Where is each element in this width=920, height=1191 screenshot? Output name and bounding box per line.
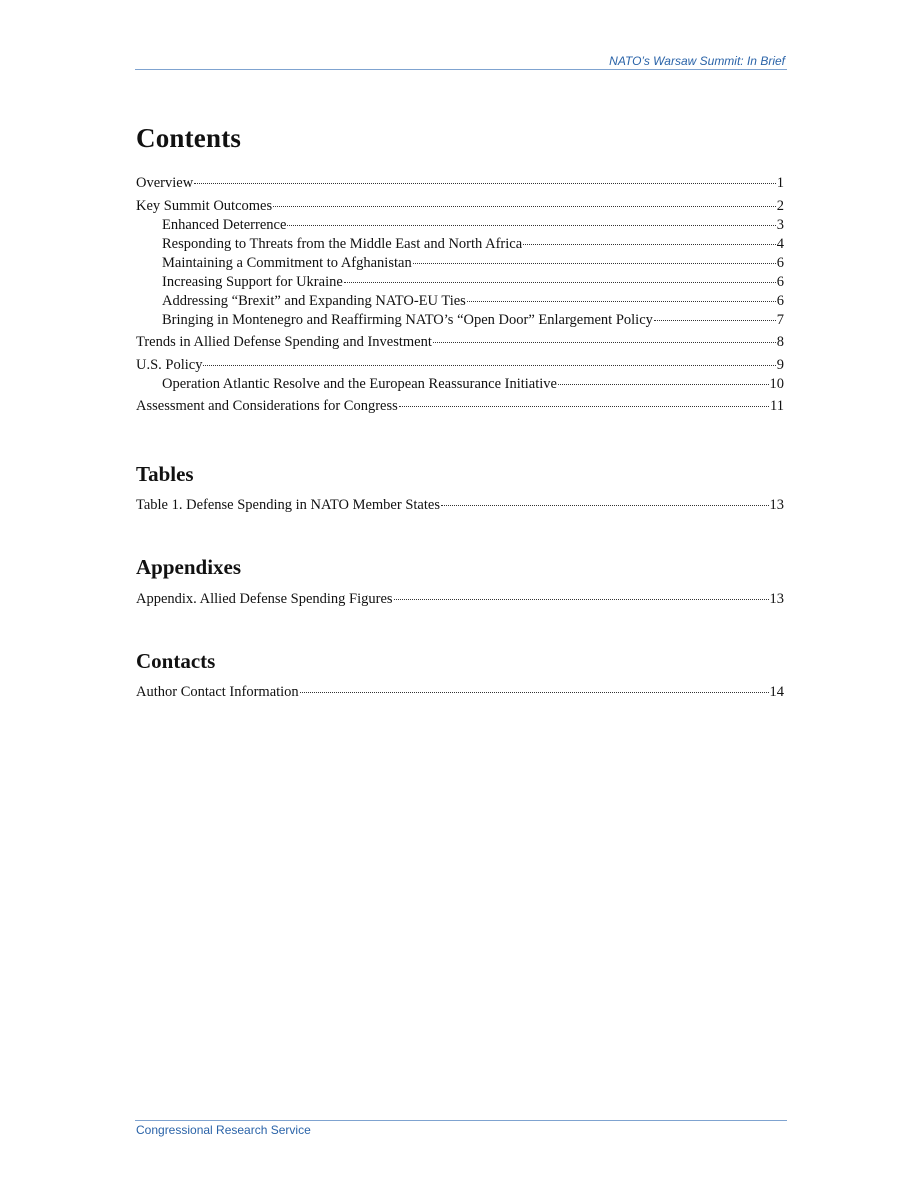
header-rule (135, 69, 787, 70)
toc-entry-page-number: 10 (769, 375, 784, 392)
contacts-list (136, 683, 784, 702)
toc-entry-page-number: 13 (769, 591, 784, 607)
dot-leader (300, 692, 769, 693)
dot-leader (523, 244, 776, 245)
dot-leader (433, 342, 776, 343)
toc-entry-label: Author Contact Information (136, 684, 299, 700)
toc-entry[interactable] (136, 333, 784, 352)
dot-leader (344, 282, 776, 283)
dot-leader (273, 206, 776, 207)
toc-entry-page-number: 7 (776, 311, 784, 328)
toc-entry[interactable] (136, 216, 784, 235)
contacts-heading: Contacts (136, 649, 216, 673)
tables-list (136, 496, 784, 515)
dot-leader (203, 365, 775, 366)
toc-entry[interactable] (136, 375, 784, 394)
toc-entry-page-number: 6 (776, 292, 784, 309)
toc-entry-page-number: 11 (770, 398, 784, 414)
toc-entry-page-number: 3 (776, 216, 784, 233)
toc-entry-page-number: 14 (769, 684, 784, 700)
toc-entry-page-number: 6 (776, 254, 784, 271)
footer-publisher: Congressional Research Service (136, 1123, 311, 1137)
toc-entry[interactable] (136, 254, 784, 273)
toc-entry-label: Bringing in Montenegro and Reaffirming NATO’s “Open Door” Enlargement Policy (162, 311, 653, 328)
toc-entry-page-number: 9 (776, 356, 784, 373)
toc-entry[interactable] (136, 590, 784, 609)
toc-entry-label: Responding to Threats from the Middle East and North Africa (162, 235, 523, 252)
dot-leader (558, 384, 769, 385)
appendixes-list (136, 590, 784, 609)
toc-entry-label: Maintaining a Commitment to Afghanistan (162, 254, 412, 271)
toc-entry[interactable] (136, 174, 784, 193)
toc-entry-label: Assessment and Considerations for Congress (136, 398, 398, 414)
dot-leader (394, 599, 769, 600)
toc-entry-page-number: 8 (776, 334, 784, 350)
dot-leader (467, 301, 776, 302)
toc-entry[interactable] (136, 311, 784, 330)
toc-entry-page-number: 2 (776, 197, 784, 214)
toc-entry-label: Trends in Allied Defense Spending and Investment (136, 334, 432, 350)
dot-leader (194, 183, 776, 184)
toc-entry-label: Increasing Support for Ukraine (162, 273, 343, 290)
toc-entry[interactable] (136, 397, 784, 416)
dot-leader (399, 406, 769, 407)
toc-entry[interactable] (136, 197, 784, 216)
dot-leader (654, 320, 776, 321)
dot-leader (287, 225, 775, 226)
dot-leader (413, 263, 776, 264)
toc-entry-label: Appendix. Allied Defense Spending Figures (136, 591, 393, 607)
toc-entry[interactable] (136, 273, 784, 292)
toc-entry-page-number: 1 (776, 175, 784, 191)
toc-entry[interactable] (136, 683, 784, 702)
running-header-title: NATO’s Warsaw Summit: In Brief (609, 54, 785, 68)
toc-entry-label: Enhanced Deterrence (162, 216, 287, 233)
tables-heading: Tables (136, 462, 194, 486)
toc-entry[interactable] (136, 292, 784, 311)
toc-entry-label: U.S. Policy (136, 356, 203, 373)
dot-leader (441, 505, 769, 506)
contents-heading: Contents (136, 123, 242, 153)
toc-entry[interactable] (136, 235, 784, 254)
toc-entry-page-number: 13 (769, 497, 784, 513)
toc-entry-label: Key Summit Outcomes (136, 197, 273, 214)
toc-entry-page-number: 4 (776, 235, 784, 252)
toc-entry[interactable] (136, 356, 784, 375)
toc-entry-label: Overview (136, 175, 194, 191)
toc-entry-label: Operation Atlantic Resolve and the European Reassurance Initiative (162, 375, 557, 392)
toc-entry-page-number: 6 (776, 273, 784, 290)
footer-rule (135, 1120, 787, 1121)
appendixes-heading: Appendixes (136, 555, 242, 579)
toc-entry-label: Table 1. Defense Spending in NATO Member States (136, 497, 440, 513)
contents-list (136, 174, 784, 416)
toc-entry[interactable] (136, 496, 784, 515)
toc-entry-label: Addressing “Brexit” and Expanding NATO-EU Ties (162, 292, 466, 309)
